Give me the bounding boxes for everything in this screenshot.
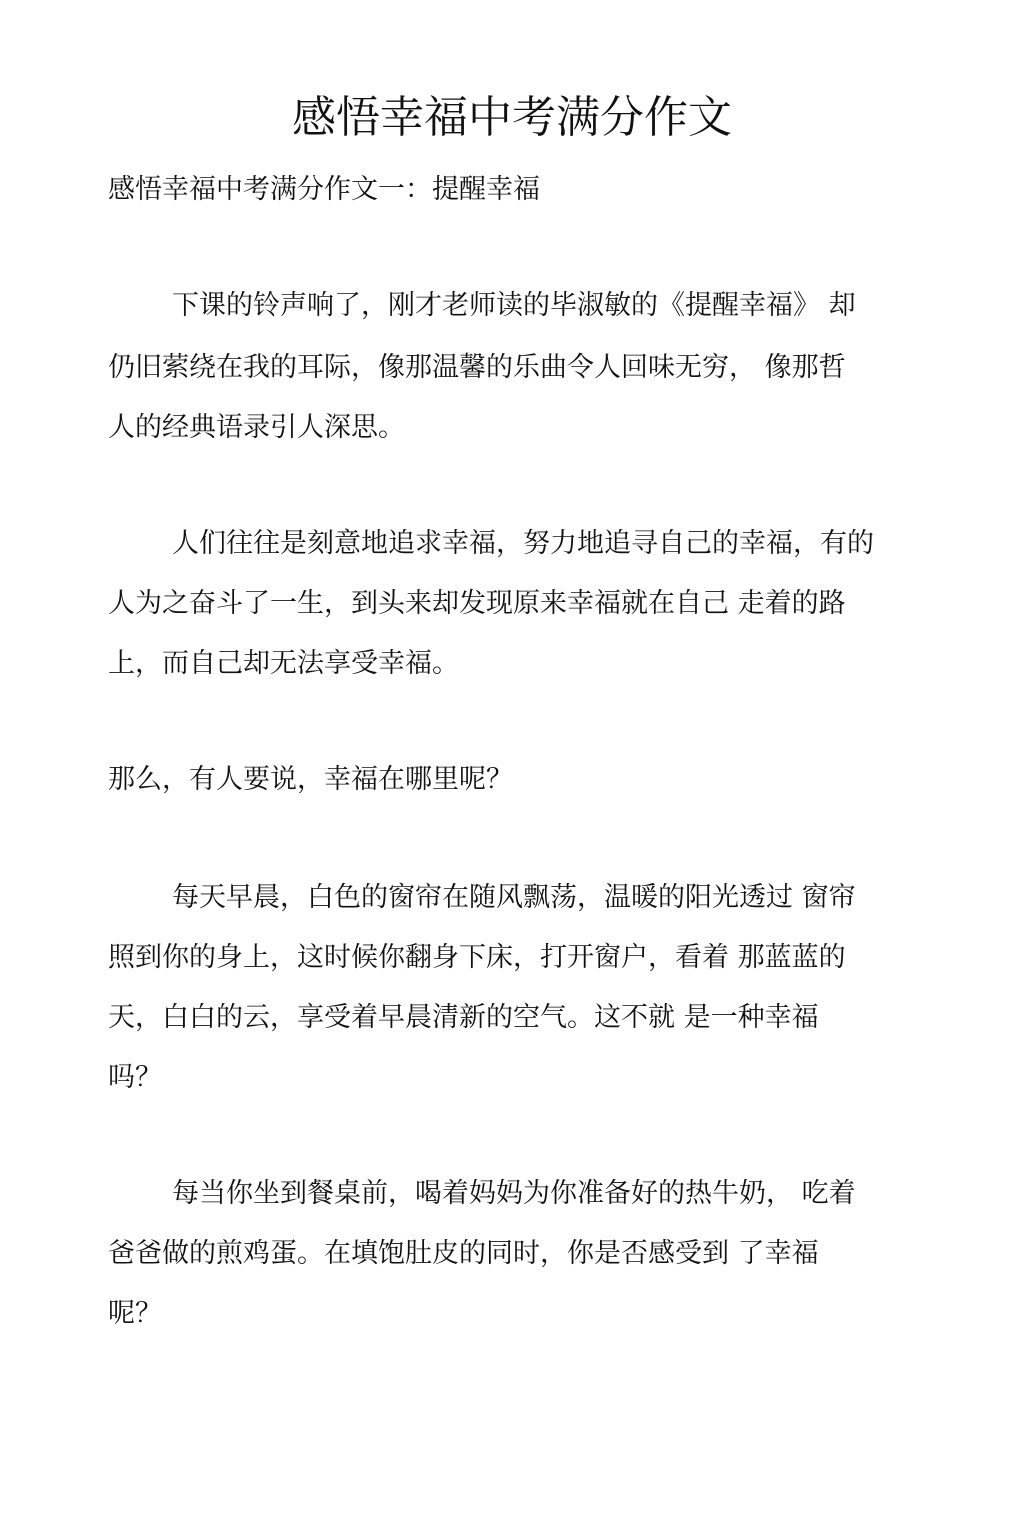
- essay-subtitle: 感悟幸福中考满分作文一：提醒幸福: [108, 174, 540, 205]
- page-title: 感悟幸福中考满分作文: [292, 92, 732, 143]
- paragraph-1-line-1: 下课的铃声响了，刚才老师读的毕淑敏的《提醒幸福》 却: [172, 290, 856, 321]
- paragraph-3-line-1: 那么，有人要说，幸福在哪里呢？: [108, 764, 513, 795]
- paragraph-4-line-4: 吗？: [108, 1062, 162, 1093]
- paragraph-2-line-3: 上，而自己却无法享受幸福。: [108, 648, 459, 679]
- paragraph-5-line-2: 爸爸做的煎鸡蛋。在填饱肚皮的同时，你是否感受到 了幸福: [108, 1238, 819, 1269]
- paragraph-5-line-1: 每当你坐到餐桌前，喝着妈妈为你准备好的热牛奶， 吃着: [172, 1178, 856, 1209]
- paragraph-2-line-2: 人为之奋斗了一生，到头来却发现原来幸福就在自己 走着的路: [108, 588, 846, 619]
- paragraph-1-line-2: 仍旧萦绕在我的耳际，像那温馨的乐曲令人回味无穷， 像那哲: [108, 352, 846, 383]
- paragraph-4-line-1: 每天早晨，白色的窗帘在随风飘荡，温暖的阳光透过 窗帘: [172, 882, 856, 913]
- paragraph-2-line-1: 人们往往是刻意地追求幸福，努力地追寻自己的幸福，有的: [172, 528, 874, 559]
- paragraph-1-line-3: 人的经典语录引人深思。: [108, 412, 405, 443]
- paragraph-4-line-3: 天，白白的云，享受着早晨清新的空气。这不就 是一种幸福: [108, 1002, 819, 1033]
- paragraph-4-line-2: 照到你的身上，这时候你翻身下床，打开窗户，看着 那蓝蓝的: [108, 942, 846, 973]
- paragraph-5-line-3: 呢？: [108, 1298, 162, 1329]
